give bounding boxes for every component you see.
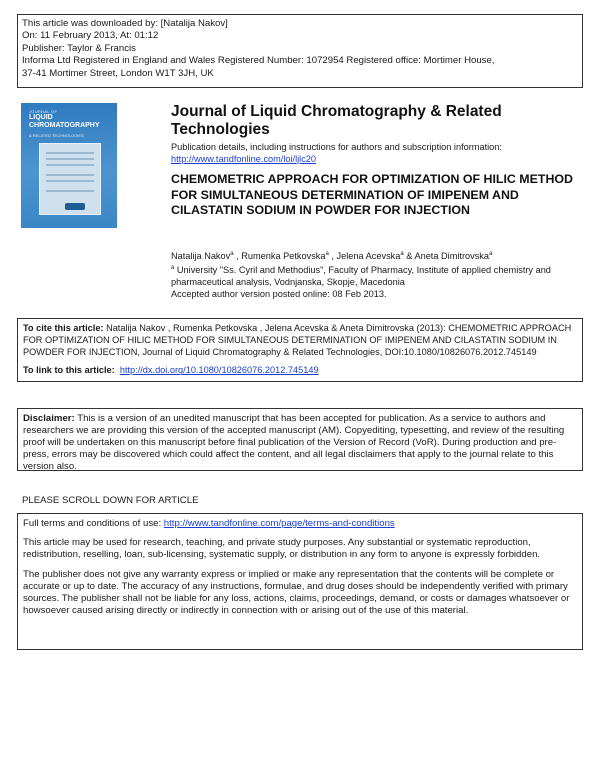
cover-subtitle: & RELATED TECHNOLOGIES <box>29 133 84 138</box>
journal-cover-image <box>21 103 117 228</box>
publication-details <box>171 142 502 165</box>
registration-line: Informa Ltd Registered in England and Wales Registered Number: 1072954 Registered office: Mortimer House, <box>22 55 495 67</box>
citation <box>23 323 577 358</box>
affil-mark-2: a <box>325 251 329 257</box>
terms-paragraph-1: This article may be used for research, teaching, and private study purposes. Any substantial or systematic reproduction, redistribution, reselling, loan, sub-licensing, systematic supply, or distribution in any form to anyone is expressly forbidden. <box>23 537 541 561</box>
article-title: CHEMOMETRIC APPROACH FOR OPTIMIZATION OF HILIC METHOD FOR SIMULTANEOUS DETERMINATION OF IMIPENEM AND CILASTATIN SODIUM IN POWDER FOR INJECTION <box>171 172 573 218</box>
affiliation <box>171 264 576 288</box>
affil-mark-4: a <box>489 251 493 257</box>
terms-intro-line <box>23 518 577 530</box>
link-label: To link to this article: <box>23 365 115 376</box>
download-info-box <box>17 14 583 88</box>
cover-title: LIQUID CHROMATOGRAPHY <box>29 114 100 129</box>
terms-box <box>17 513 583 650</box>
publisher-line: Publisher: Taylor & Francis <box>22 42 136 54</box>
scroll-notice: PLEASE SCROLL DOWN FOR ARTICLE <box>22 495 199 506</box>
affil-mark-3: a <box>400 251 404 257</box>
affil-mark-1: a <box>230 251 234 257</box>
author-list: Natalija Nakov$^a$ , Rumenka Petkovska$^a$ , Jelena Acevska$^a$ & Aneta Dimitrovska$^a$ <box>171 251 493 261</box>
disclaimer-label: Disclaimer: <box>23 413 75 424</box>
citation-box <box>17 318 583 382</box>
journal-link[interactable]: http://www.tandfonline.com/loi/ljlc20 <box>171 153 317 164</box>
terms-link[interactable]: http://www.tandfonline.com/page/terms-and-conditions <box>163 518 395 529</box>
publication-details-text: Publication details, including instructions for authors and subscription information: <box>171 142 502 152</box>
cite-label: To cite this article: <box>23 323 104 333</box>
affiliation-text: University "Ss. Cyril and Methodius", Faculty of Pharmacy, Institute of applied chemistry and pharmaceutical analysis, Vodnjanska, Skopje, Macedonia <box>171 265 551 287</box>
author-3: Jelena Acevska <box>336 251 401 261</box>
journal-title: Journal of Liquid Chromatography & Related Technologies <box>171 103 502 138</box>
cite-text: Natalija Nakov , Rumenka Petkovska , Jelena Acevska & Aneta Dimitrovska (2013): CHEMOMETRIC APPROACH FOR OPTIMIZATION OF HILIC METHOD FOR SIMULTANEOUS DETERMINATION OF IMIPENEM AND CILASTATIN SODIUM IN POWDER FOR INJECTION, Journal of Liquid Chromatography & Related Technologies, DOI:10.1080/10826076.2012.745149 <box>23 323 572 357</box>
affiliation-block <box>171 264 576 300</box>
affil-mark: a <box>171 265 175 271</box>
doi-link[interactable]: http://dx.doi.org/10.1080/10826076.2012.745149 <box>119 365 319 376</box>
terms-intro: Full terms and conditions of use: <box>23 518 162 529</box>
author-4: Aneta Dimitrovska <box>414 251 489 261</box>
cover-small-text: JOURNAL OF <box>29 109 58 114</box>
download-line-1: This article was downloaded by: [Natalija Nakov] <box>22 18 228 29</box>
link-line <box>23 365 577 377</box>
download-line-2: On: 11 February 2013, At: 01:12 <box>22 30 159 42</box>
publisher-logo-icon <box>65 203 85 210</box>
disclaimer-text: This is a version of an unedited manuscript that has been accepted for publication. As a service to authors and researchers we are providing this version of the accepted manuscript (AM). Copyediting, typesetting, and review of the resulting proof will be undertaken on this manuscript before final publication of the Version of Record (VoR). During production and pre-press, errors may be discovered which could affect the content, and all legal disclaimers that apply to the journal relate to this version also. <box>23 413 565 472</box>
disclaimer-box <box>17 408 583 471</box>
terms-paragraph-2: The publisher does not give any warranty express or implied or make any representation that the contents will be complete or accurate or up to date. The accuracy of any instructions, formulae, and drug doses should be independently verified with primary sources. The publisher shall not be liable for any loss, actions, claims, proceedings, demand, or costs or damages whatsoever or howsoever caused arising directly or indirectly in connection with or arising out of the use of this material. <box>23 568 570 617</box>
author-1: Natalija Nakov <box>171 251 231 261</box>
author-2: Rumenka Petkovska <box>241 251 326 261</box>
accepted-date: Accepted author version posted online: 08 Feb 2013. <box>171 289 387 299</box>
address-line: 37-41 Mortimer Street, London W1T 3JH, UK <box>22 67 214 79</box>
